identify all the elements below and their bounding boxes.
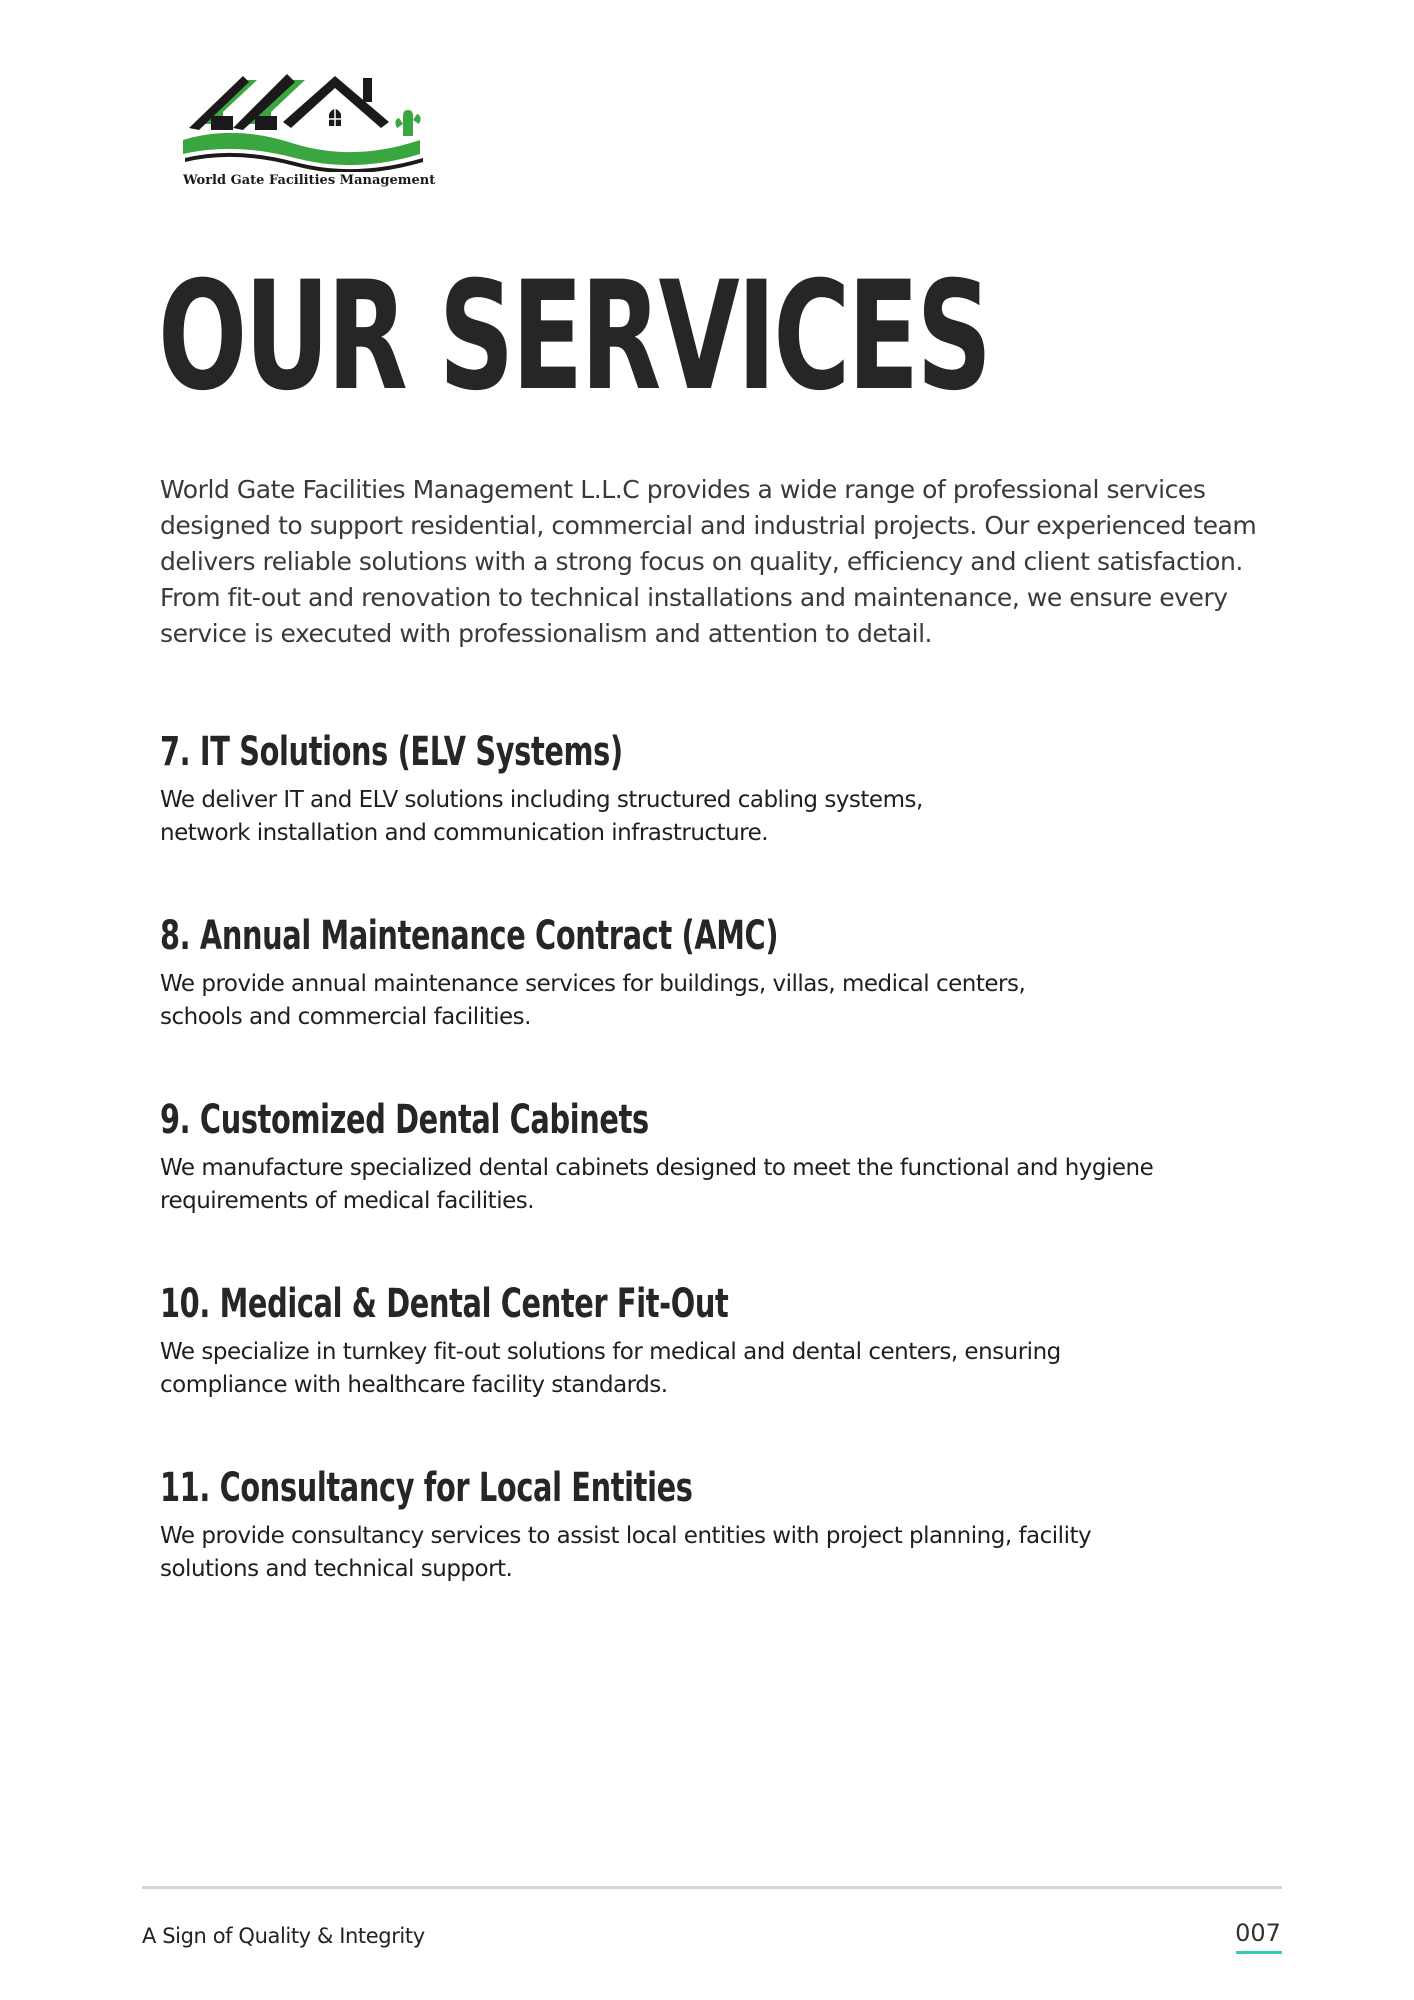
service-description-line: schools and commercial facilities.: [160, 1004, 531, 1030]
footer-divider: [142, 1886, 1282, 1889]
service-description-line: We specialize in turnkey fit-out solutions for medical and dental centers, ensuring: [160, 1339, 1061, 1365]
service-description-line: solutions and technical support.: [160, 1556, 513, 1582]
service-title: 10. Medical & Dental Center Fit-Out: [160, 1281, 729, 1327]
page-number-underline: [1236, 1951, 1282, 1954]
service-item: [160, 1462, 1270, 1646]
house-logo-icon: [175, 62, 435, 172]
service-item: [160, 910, 1270, 1094]
service-description-line: network installation and communication infrastructure.: [160, 820, 769, 846]
service-description-line: requirements of medical facilities.: [160, 1188, 535, 1214]
page-number: 007: [1235, 1919, 1281, 1947]
service-description: [160, 968, 1270, 1034]
service-description-line: We provide annual maintenance services for buildings, villas, medical centers,: [160, 971, 1026, 997]
service-title: 11. Consultancy for Local Entities: [160, 1465, 693, 1511]
service-description-line: compliance with healthcare facility standards.: [160, 1372, 668, 1398]
page-title: OUR SERVICES: [158, 250, 990, 424]
service-item: [160, 726, 1270, 910]
intro-paragraph: World Gate Facilities Management L.L.C provides a wide range of professional services designed to support residential, commercial and industrial projects. Our experienced team delivers reliable solutions with a strong focus on quality, efficiency and client satisfaction. From fit-out and renovation to technical installations and maintenance, we ensure every service is executed with professionalism and attention to detail.: [160, 475, 1257, 648]
service-title: 9. Customized Dental Cabinets: [160, 1097, 649, 1143]
service-item: [160, 1094, 1270, 1278]
logo-company-name: World Gate Facilities Management: [183, 173, 436, 188]
footer-tagline: A Sign of Quality & Integrity: [142, 1924, 425, 1948]
service-description-line: We deliver IT and ELV solutions including structured cabling systems,: [160, 787, 923, 813]
service-description: [160, 1520, 1270, 1586]
service-description-line: We manufacture specialized dental cabinets designed to meet the functional and hygiene: [160, 1155, 1154, 1181]
service-description: [160, 1152, 1270, 1218]
service-description: [160, 1336, 1270, 1402]
service-title: 8. Annual Maintenance Contract (AMC): [160, 913, 779, 959]
service-description: [160, 784, 1270, 850]
service-title: 7. IT Solutions (ELV Systems): [160, 729, 623, 775]
service-item: [160, 1278, 1270, 1462]
service-description-line: We provide consultancy services to assist local entities with project planning, facility: [160, 1523, 1092, 1549]
services-list: [160, 726, 1270, 1646]
company-logo: [175, 62, 435, 222]
